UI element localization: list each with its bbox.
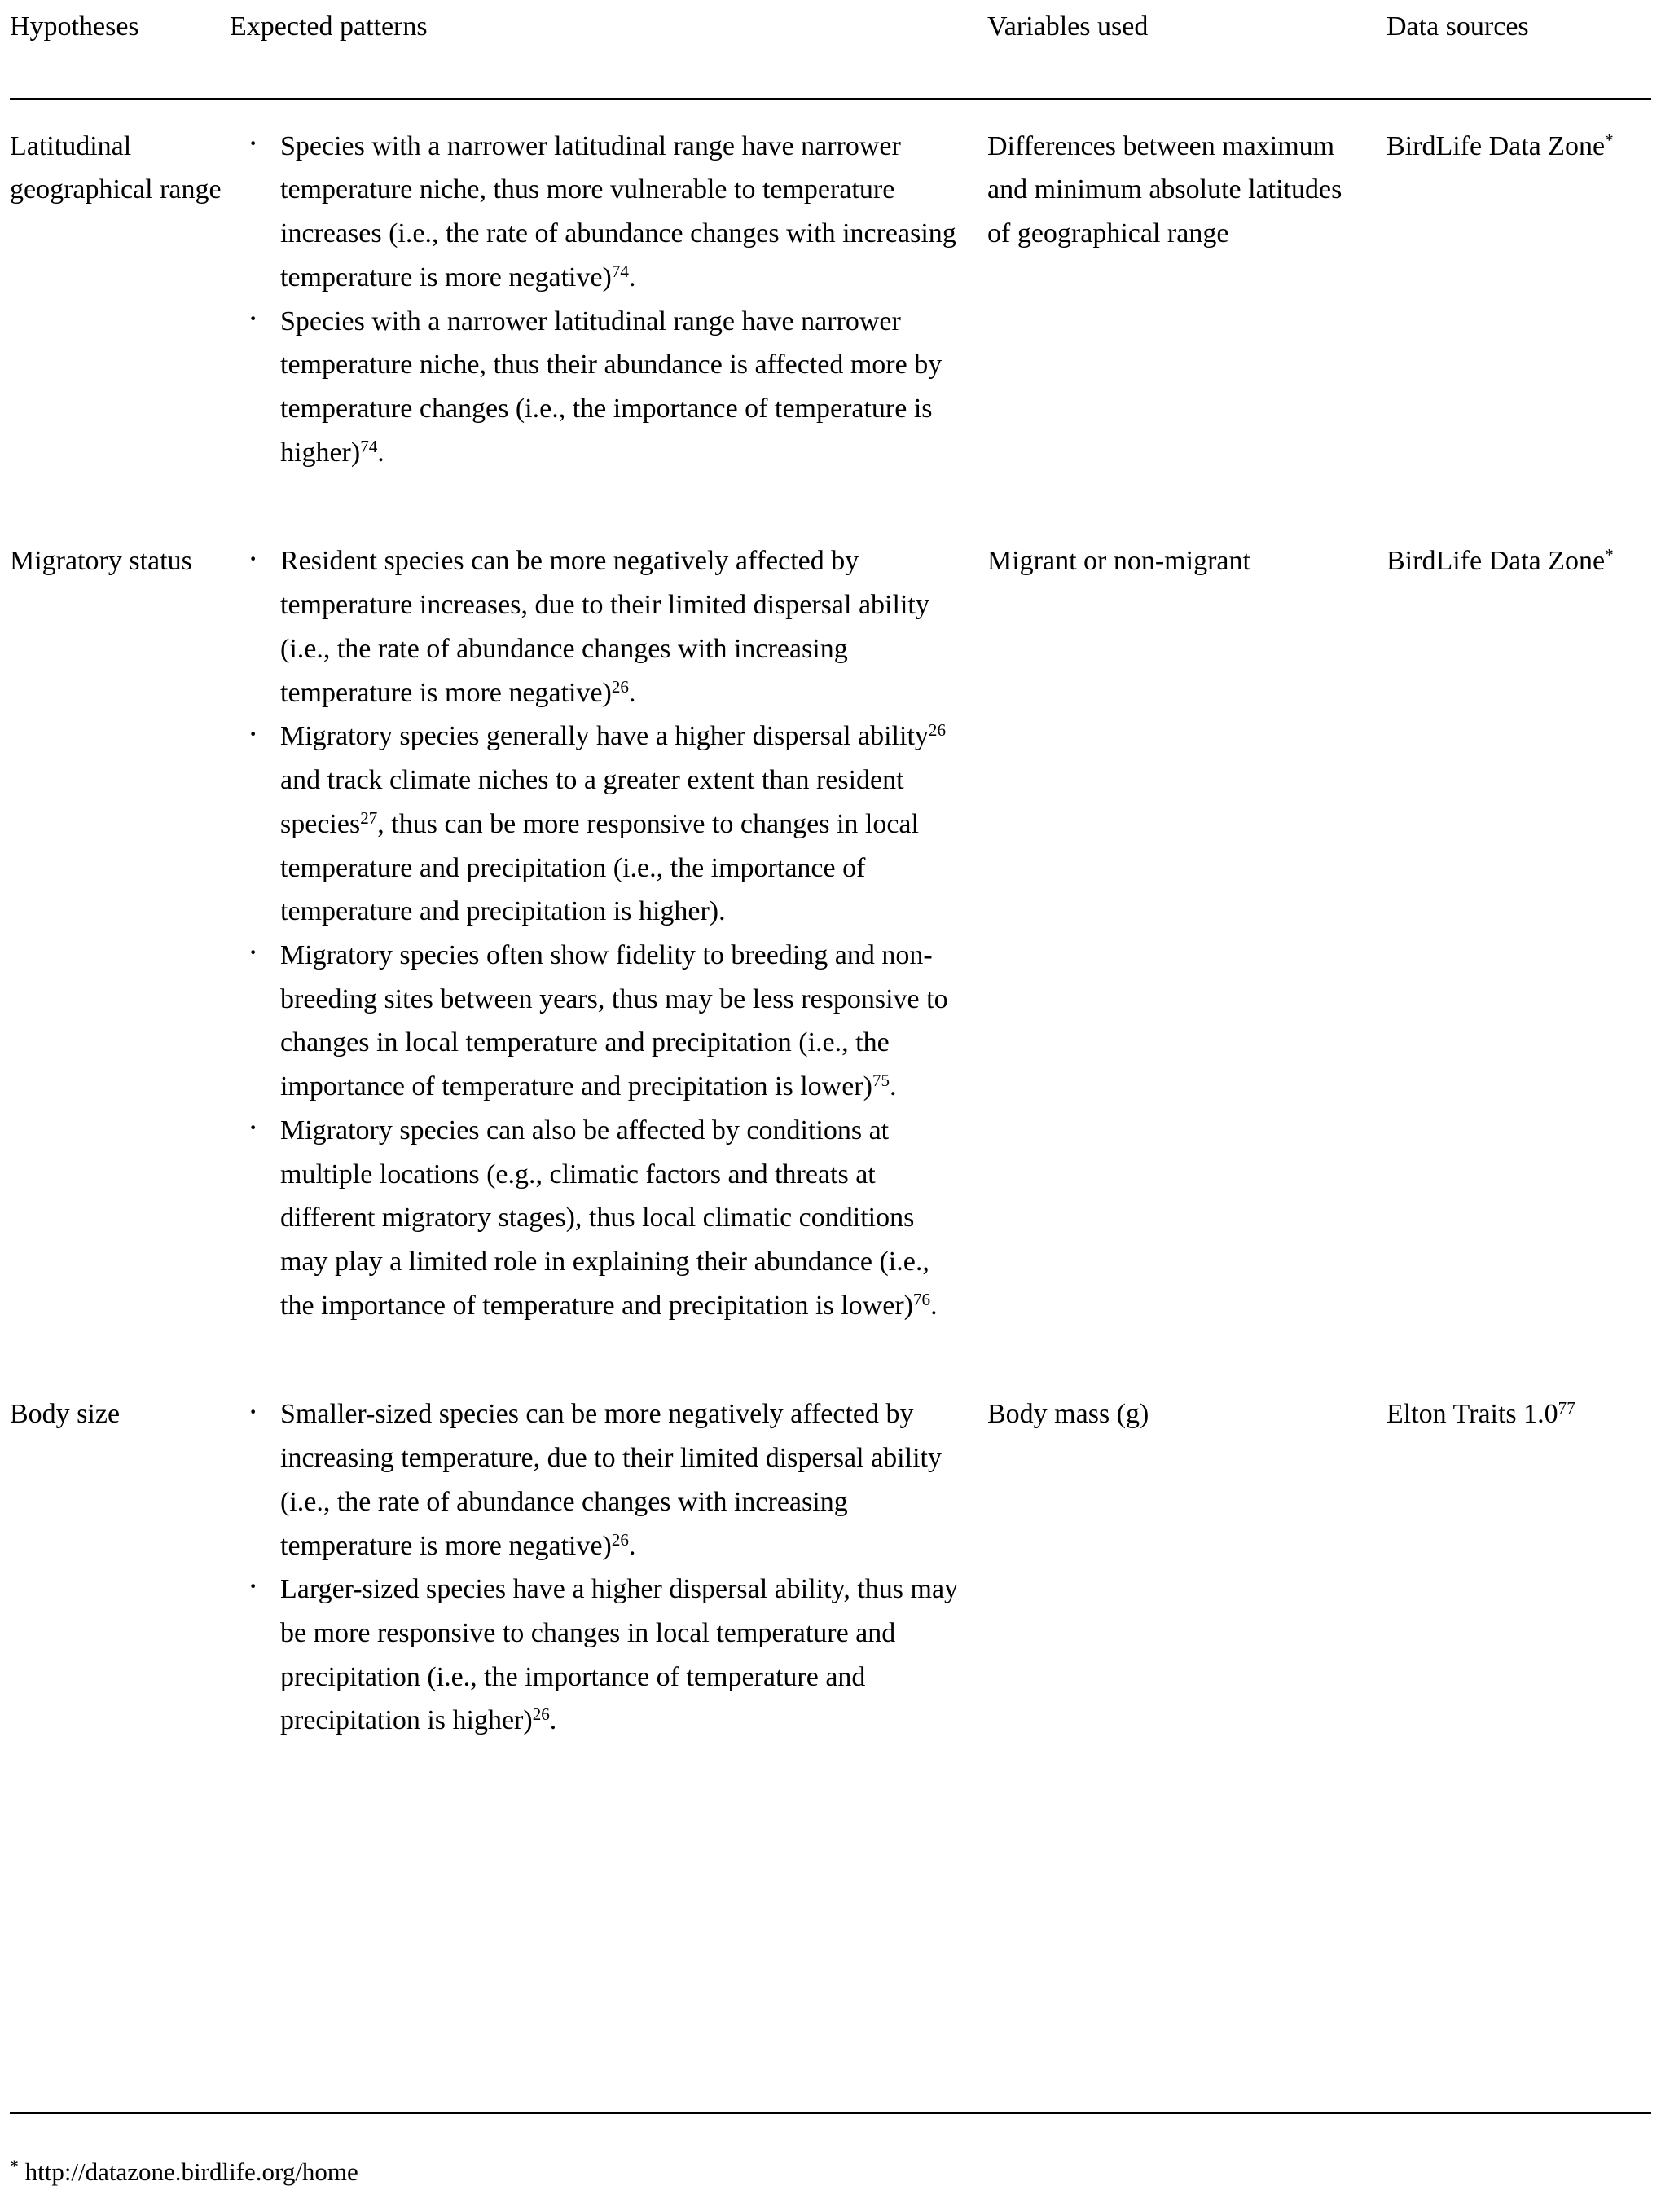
table-row (10, 99, 1651, 517)
table-row (10, 517, 1651, 1370)
pattern-text: Species with a narrower latitudinal range have narrower temperature niche, thus their abundance is affected more by temperature changes (i.e., the importance of temperature is higher) (280, 306, 943, 468)
pattern-text: Smaller-sized species can be more negatively affected by increasing temperature, due to their limited dispersal ability (i.e., the rate of abundance changes with increasing temperature is more negative) (280, 1399, 942, 1561)
data-source-text: Elton Traits 1.0 (1386, 1399, 1558, 1430)
expected-patterns-list (230, 125, 963, 475)
cell-data-source (1386, 99, 1651, 517)
pattern-text-end: . (890, 1071, 897, 1102)
expected-pattern-item (230, 715, 963, 934)
expected-pattern-item (230, 934, 963, 1109)
data-source-superscript: * (1605, 130, 1614, 150)
pattern-text: Migratory species often show fidelity to breeding and non-breeding sites between years, thus may be less responsive to changes in local temperature and precipitation (i.e., the importance of temperature and precipitation is lower) (280, 939, 948, 1102)
pattern-text: Larger-sized species have a higher dispersal ability, thus may be more responsive to changes in local temperature and precipitation (i.e., the importance of temperature and precipitation is higher) (280, 1574, 959, 1736)
pattern-text: Migratory species generally have a higher dispersal ability (280, 721, 929, 752)
pattern-text-continued: and track climate niches to a greater extent than resident species (280, 765, 904, 839)
variables-used-text: Body mass (g) (987, 1399, 1149, 1430)
column-header-data-sources: Data sources (1386, 11, 1529, 42)
pattern-text: Resident species can be more negatively affected by temperature increases, due to their limited dispersal ability (i.e., the rate of abundance changes with increasing temperature is more negative) (280, 546, 929, 708)
cell-hypothesis (10, 517, 230, 1370)
citation-superscript: 75 (872, 1071, 890, 1091)
footnote-rule (10, 2112, 1651, 2114)
pattern-text-end: . (628, 262, 636, 292)
expected-pattern-item (230, 125, 963, 300)
citation-superscript: 26 (611, 1529, 629, 1550)
citation-superscript: 74 (611, 261, 629, 281)
cell-expected-patterns (230, 99, 987, 517)
citation-superscript: 26 (532, 1704, 550, 1725)
column-header-variables-used: Variables used (987, 11, 1149, 42)
cell-data-source (1386, 1370, 1651, 1785)
hypothesis-label: Latitudinal geographical range (10, 130, 222, 205)
citation-superscript: 74 (360, 436, 378, 456)
cell-hypothesis (10, 1370, 230, 1785)
cell-expected-patterns (230, 1370, 987, 1785)
data-source-text: BirdLife Data Zone (1386, 130, 1606, 161)
citation-superscript: 26 (611, 676, 629, 697)
cell-hypothesis (10, 99, 230, 517)
pattern-text-end: , thus can be more responsive to changes in local temperature and precipitation (i.e., the importance of temperature and precipitation is higher). (280, 808, 919, 927)
footnote-text: http://datazone.birdlife.org/home (18, 2157, 358, 2186)
footnote-marker: * (10, 2156, 19, 2176)
expected-patterns-list (230, 1392, 963, 1743)
cell-expected-patterns (230, 517, 987, 1370)
column-header-expected-patterns: Expected patterns (230, 11, 428, 42)
pattern-text: Migratory species can also be affected by conditions at multiple locations (e.g., climatic factors and threats at different migratory stages), thus local climatic conditions may play a limited role in explaining their abundance (i.e., the importance of temperature and precipitation is lower) (280, 1115, 929, 1321)
cell-data-source (1386, 517, 1651, 1370)
pattern-text-end: . (377, 437, 384, 468)
table-body (10, 99, 1651, 1785)
table-header (10, 0, 1651, 99)
expected-pattern-item (230, 1392, 963, 1568)
variables-used-text: Differences between maximum and minimum absolute latitudes of geographical range (987, 130, 1342, 249)
data-source-superscript: * (1605, 545, 1614, 565)
hypothesis-label: Migratory status (10, 546, 192, 577)
hypotheses-table (10, 0, 1651, 1785)
expected-pattern-item (230, 539, 963, 715)
expected-pattern-item (230, 1109, 963, 1328)
expected-pattern-item (230, 1568, 963, 1743)
data-source-superscript: 77 (1558, 1398, 1575, 1418)
cell-variables-used (987, 99, 1386, 517)
header-row (10, 0, 1651, 99)
column-header-hypotheses: Hypotheses (10, 11, 139, 42)
table-row (10, 1370, 1651, 1785)
citation-superscript: 27 (360, 807, 378, 828)
pattern-text-end: . (628, 677, 636, 708)
hypothesis-label: Body size (10, 1399, 121, 1430)
expected-patterns-list (230, 539, 963, 1327)
pattern-text-end: . (549, 1705, 557, 1736)
data-source-text: BirdLife Data Zone (1386, 546, 1606, 577)
pattern-text-end: . (628, 1530, 636, 1561)
cell-variables-used (987, 1370, 1386, 1785)
pattern-text-end: . (930, 1290, 938, 1321)
citation-superscript: 76 (912, 1289, 931, 1309)
expected-pattern-item (230, 300, 963, 475)
variables-used-text: Migrant or non-migrant (987, 546, 1250, 577)
footnote (10, 2154, 358, 2189)
cell-variables-used (987, 517, 1386, 1370)
citation-superscript: 26 (928, 720, 946, 741)
pattern-text: Species with a narrower latitudinal range have narrower temperature niche, thus more vulnerable to temperature increases (i.e., the rate of abundance changes with increasing temperature is more negative) (280, 130, 956, 292)
